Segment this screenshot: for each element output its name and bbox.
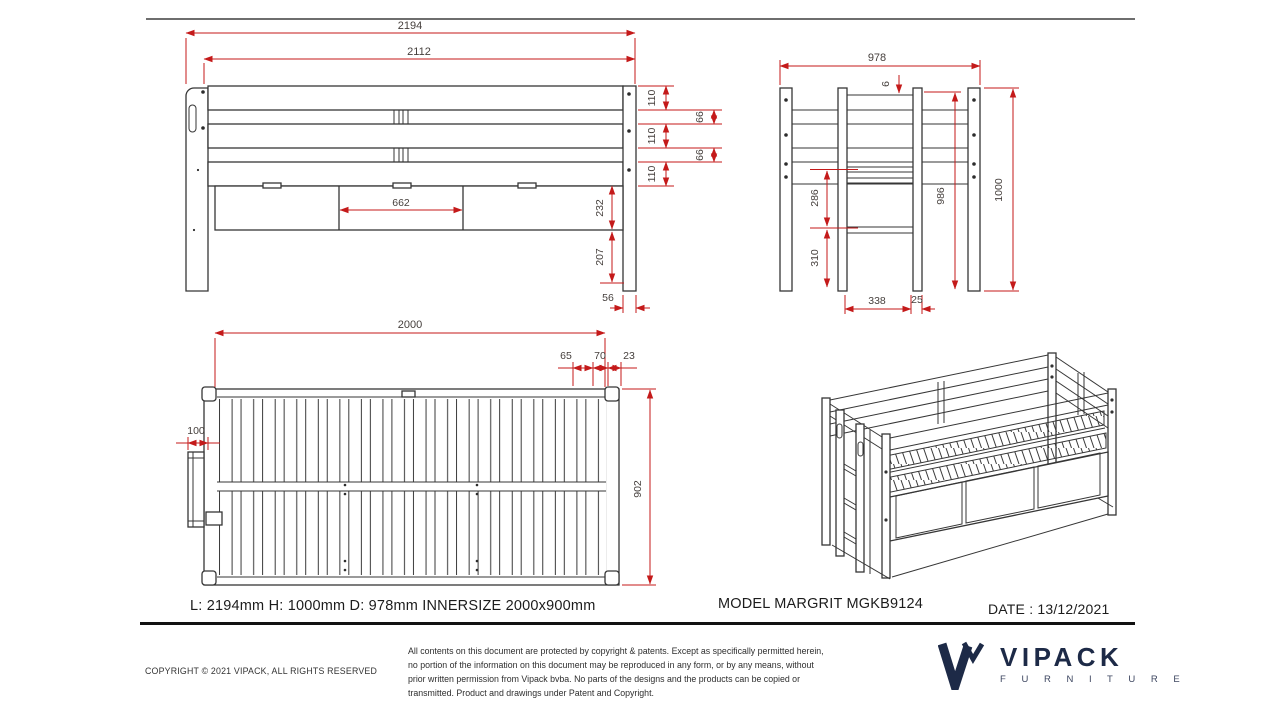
dim-rail-gap-2: 66 (694, 149, 706, 161)
plan-view (176, 319, 656, 585)
dim-top-offset: 6 (880, 81, 892, 87)
dim-rung-spacing-lower: 310 (809, 249, 821, 267)
legal-line-1: All contents on this document are protected by copyright & patents. Except as specifically permitted herein, (408, 646, 824, 656)
dim-drawer-height: 232 (594, 199, 606, 217)
dim-under-clearance: 207 (594, 248, 606, 266)
isometric-view (822, 353, 1116, 579)
dim-inner-height: 986 (935, 187, 947, 205)
end-elevation-view (780, 52, 1019, 314)
dim-stile-offset: 25 (911, 294, 923, 306)
dim-post-thickness: 56 (602, 292, 614, 304)
dim-slat-gap: 65 (560, 350, 572, 362)
dim-inner-length: 2112 (407, 46, 431, 58)
dim-end-offset: 23 (623, 350, 635, 362)
vipack-w-monogram-icon (938, 638, 986, 690)
title-block-rule (140, 622, 1135, 625)
size-summary: L: 2194mm H: 1000mm D: 978mm INNERSIZE 2000x900mm (190, 598, 596, 614)
legal-line-2: no portion of the information on this document may be reproduced in any form, or by any means, without (408, 660, 814, 670)
dim-rail-gap-1: 66 (694, 111, 706, 123)
dim-overall-depth: 978 (867, 52, 887, 64)
dim-inner-width-plan: 902 (632, 480, 644, 498)
model-label: MODEL MARGRIT MGKB9124 (718, 596, 924, 612)
side-elevation-view (186, 20, 722, 313)
dim-rung-spacing-upper: 286 (809, 189, 821, 207)
legal-text (408, 644, 868, 700)
dim-rail-height-2: 110 (646, 127, 658, 145)
brand-name: VIPACK (1000, 642, 1124, 672)
dim-rail-height-3: 110 (646, 165, 658, 183)
top-border-line (146, 18, 1135, 20)
legal-line-4: transmitted. Product and drawings under Patent and Copyright. (408, 688, 654, 698)
vipack-logo (938, 638, 1186, 690)
dim-overall-height: 1000 (993, 178, 1005, 202)
brand-subtitle: F U R N I T U R E (1000, 674, 1187, 685)
dim-slat-width: 70 (594, 350, 606, 362)
dim-ladder-width: 338 (868, 295, 886, 307)
dim-rail-height-1: 110 (646, 89, 658, 107)
legal-line-3: prior written permission from Vipack bvba. No parts of the designs and the products can be copied or (408, 674, 800, 684)
date-label: DATE : 13/12/2021 (988, 601, 1110, 617)
copyright-line: COPYRIGHT © 2021 VIPACK, ALL RIGHTS RESERVED (145, 666, 378, 676)
dim-inner-length-plan: 2000 (397, 319, 423, 331)
vipack-wordmark (1000, 638, 1186, 685)
dim-handle-depth: 100 (187, 425, 205, 437)
dim-overall-length: 2194 (397, 20, 423, 32)
dim-drawer-width: 662 (392, 197, 410, 209)
